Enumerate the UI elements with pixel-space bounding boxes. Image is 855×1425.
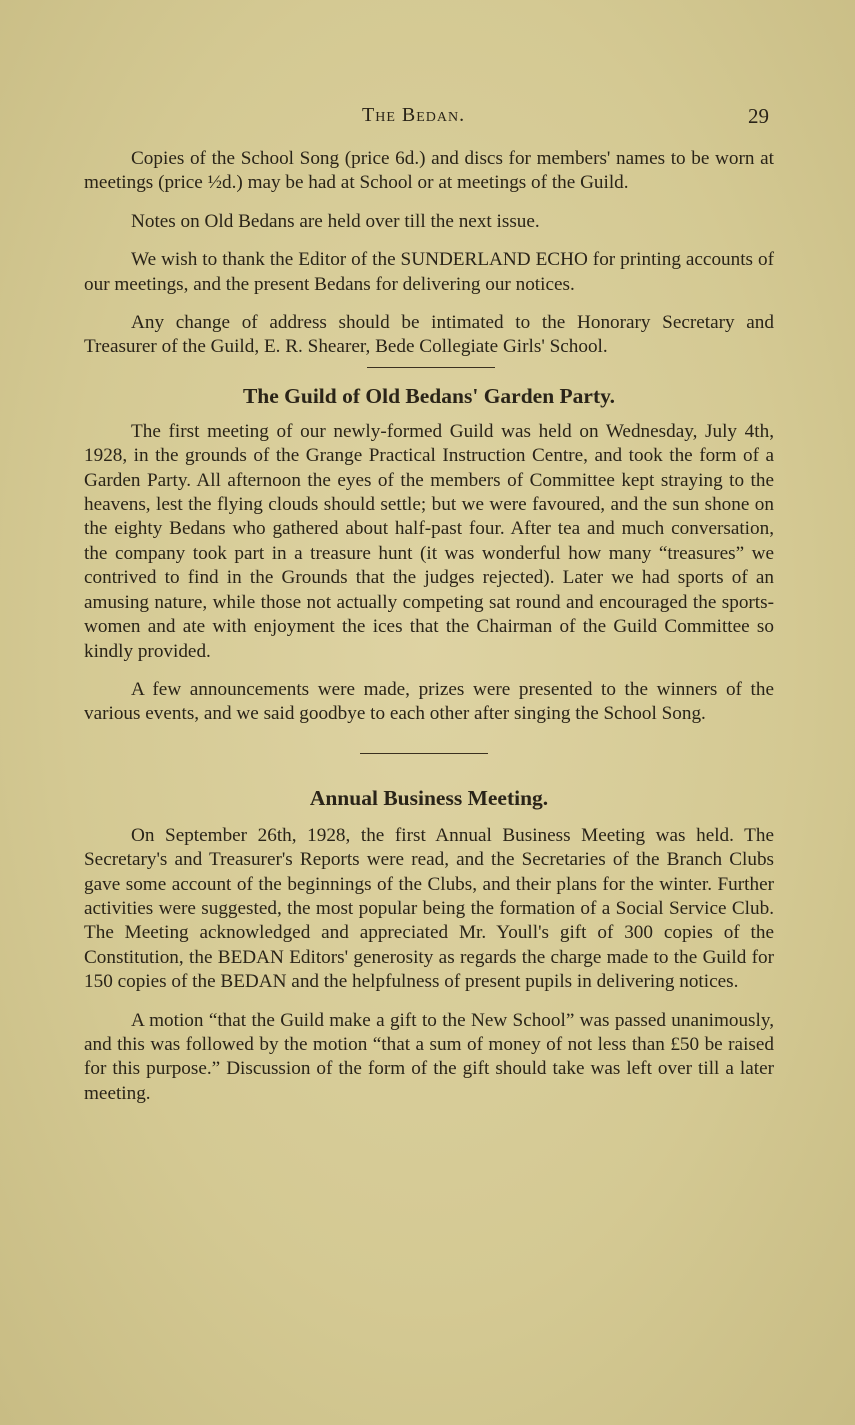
notice-thanks-echo: We wish to thank the Editor of the SUNDERLAND ECHO for printing accounts of our meetings, and the present Bedans for delivering our notices. (84, 249, 774, 295)
notice-change-address: Any change of address should be intimated to the Honorary Secretary and Treasurer of the Guild, E. R. Shearer, Bede Collegiate Girls' School. (84, 312, 774, 358)
page-header (0, 104, 855, 134)
running-title: The Bedan. (362, 104, 466, 126)
notice-old-bedans: Notes on Old Bedans are held over till the next issue. (131, 210, 540, 232)
page-content (84, 147, 774, 1106)
notice-school-song: Copies of the School Song (price 6d.) and discs for members' names to be worn at meetings (price ½d.) may be had at School or at meetings of the Guild. (84, 148, 774, 194)
garden-party-paragraph: The first meeting of our newly-formed Guild was held on Wednesday, July 4th, 1928, in the grounds of the Grange Practical Instruction Centre, and took the form of a Garden Party. All afternoon the eyes of the members of Committee kept straying to the heavens, lest the flying clouds should settle; but we were favoured, and the sun shone on the eighty Bedans who gathered about half-past four. After tea and much conversation, the company took part in a treasure hunt (it was wonderful how many “treasures” we contrived to find in the Grounds that the judges rejected). Later we had sports of an amusing nature, while those not actually competing sat round and encouraged the sports-women and ate with enjoyment the ices that the Chairman of the Guild Committee so kindly provided. (84, 420, 774, 662)
garden-party-heading: The Guild of Old Bedans' Garden Party. (242, 383, 616, 408)
page-number: 29 (748, 104, 769, 128)
business-meeting-paragraph: A motion “that the Guild make a gift to the New School” was passed unanimously, and this was followed by the motion “that a sum of money of not less than £50 be raised for this purpose.” Discussion of the form of the gift should take was left over till a later meeting. (84, 1009, 774, 1104)
business-meeting-paragraph: On September 26th, 1928, the first Annual Business Meeting was held. The Secretary's and Treasurer's Reports were read, and the Secretaries of the Branch Clubs gave some account of the beginnings of the Clubs, and their plans for the winter. Further activities were suggested, the most popular being the formation of a Social Service Club. The Meeting acknowledged and appreciated Mr. Youll's gift of 300 copies of the Constitution, the BEDAN Editors' generosity as regards the charge made to the Guild for 150 copies of the BEDAN and the helpfulness of present pupils in delivering notices. (84, 824, 774, 993)
garden-party-paragraph: A few announcements were made, prizes were presented to the winners of the various events, and we said goodbye to each other after singing the School Song. (84, 678, 774, 725)
business-meeting-heading: Annual Business Meeting. (309, 785, 549, 810)
